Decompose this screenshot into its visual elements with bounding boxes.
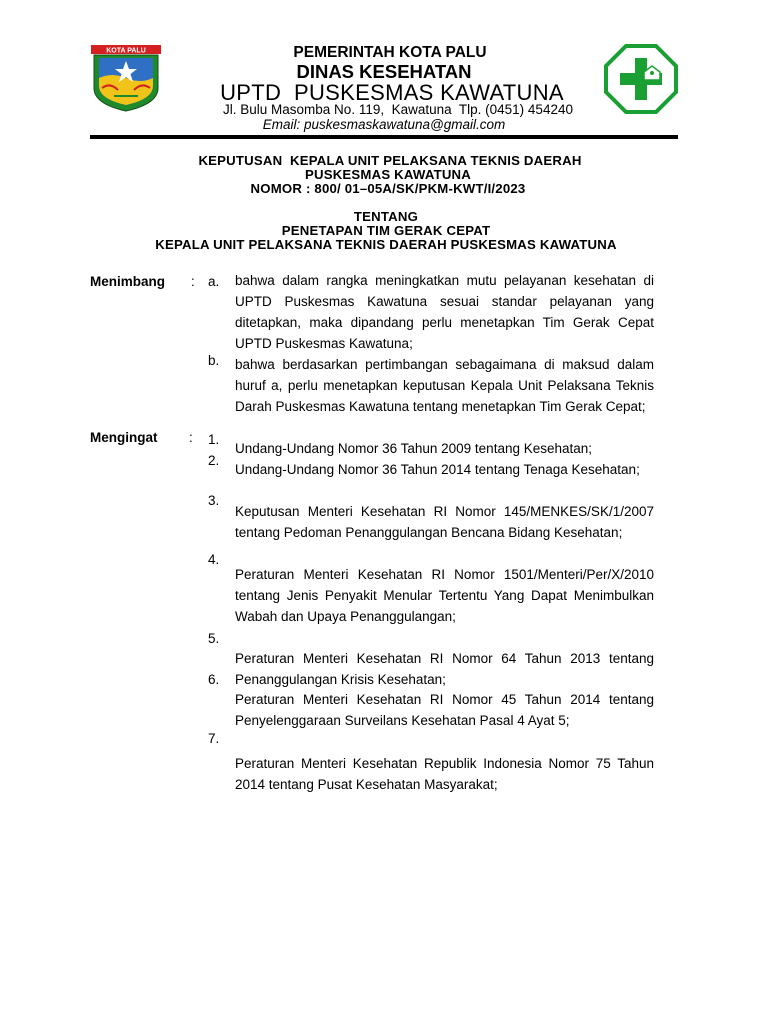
mengingat-item-5: Peraturan Menteri Kesehatan RI Nomor 64 Tahun 2013 tentang Penanggulangan Krisis Kesehatan; [235,651,654,687]
mengingat-marker-1: 1. [208,432,220,447]
mengingat-item-7: Peraturan Menteri Kesehatan Republik Indonesia Nomor 75 Tahun 2014 tentang Pusat Kesehatan Masyarakat; [235,756,654,792]
menimbang-item-b: bahwa berdasarkan pertimbangan sebagaimana di maksud dalam huruf a, perlu menetapkan keputusan Kepala Unit Pelaksana Teknis Darah Puskesmas Kawatuna tentang menetapkan Tim Gerak Cepat; [235,357,654,414]
mengingat-item-2: Undang-Undang Nomor 36 Tahun 2014 tentang Tenaga Kesehatan; [235,462,640,477]
mengingat-marker-6: 6. [208,672,220,687]
address-line: Jl. Bulu Masomba No. 119, Kawatuna Tlp. (0451) 454240 [223,102,573,117]
decree-subject: PENETAPAN TIM GERAK CEPAT [281,223,491,238]
mengingat-item-1: Undang-Undang Nomor 36 Tahun 2009 tentang Kesehatan; [235,441,593,456]
menimbang-marker-a: a. [208,274,220,289]
unit-name: UPTD PUSKESMAS KAWATUNA [220,80,564,105]
menimbang-label: Menimbang [90,274,166,289]
letterhead-divider [90,135,678,139]
mengingat-label: Mengingat [90,430,158,445]
decree-about: TENTANG [353,209,419,224]
mengingat-marker-5: 5. [208,631,220,646]
menimbang-colon: : [191,274,195,289]
government-name: PEMERINTAH KOTA PALU [293,44,487,61]
menimbang-item-a: bahwa dalam rangka meningkatkan mutu pelayanan kesehatan di UPTD Puskesmas Kawatuna sesuai standar pelayanan yang ditetapkan, maka dipandang perlu menetapkan Tim Gerak Cepat UPTD Puskesmas Kawatuna; [235,273,654,351]
mengingat-marker-3: 3. [208,493,220,508]
menimbang-marker-b: b. [208,353,220,368]
decree-number: NOMOR : 800/ 01–05A/SK/PKM-KWT/I/2023 [250,181,526,196]
mengingat-item-6: Peraturan Menteri Kesehatan RI Nomor 45 Tahun 2014 tentang Penyelenggaraan Surveilans Kesehatan Pasal 4 Ayat 5; [235,692,654,728]
email-line: Email: puskesmaskawatuna@gmail.com [262,117,506,132]
mengingat-colon: : [189,430,193,445]
decree-title-line1: KEPUTUSAN KEPALA UNIT PELAKSANA TEKNIS DAERAH [198,153,582,168]
department-name: DINAS KESEHATAN [296,61,472,82]
mengingat-marker-7: 7. [208,731,220,746]
mengingat-item-4: Peraturan Menteri Kesehatan RI Nomor 1501/Menteri/Per/X/2010 tentang Jenis Penyakit Menular Tertentu Yang Dapat Menimbulkan Wabah dan Upaya Penanggulangan; [235,567,654,624]
decree-title-line2: PUSKESMAS KAWATUNA [304,167,471,182]
mengingat-marker-4: 4. [208,552,220,567]
decree-issuer: KEPALA UNIT PELAKSANA TEKNIS DAERAH PUSKESMAS KAWATUNA [155,237,617,252]
puskesmas-logo [604,44,678,114]
emblem-text: KOTA PALU [106,47,146,55]
mengingat-marker-2: 2. [208,453,220,468]
mengingat-item-3: Keputusan Menteri Kesehatan RI Nomor 145/MENKES/SK/1/2007 tentang Pedoman Penanggulangan Bencana Bidang Kesehatan; [235,504,654,540]
